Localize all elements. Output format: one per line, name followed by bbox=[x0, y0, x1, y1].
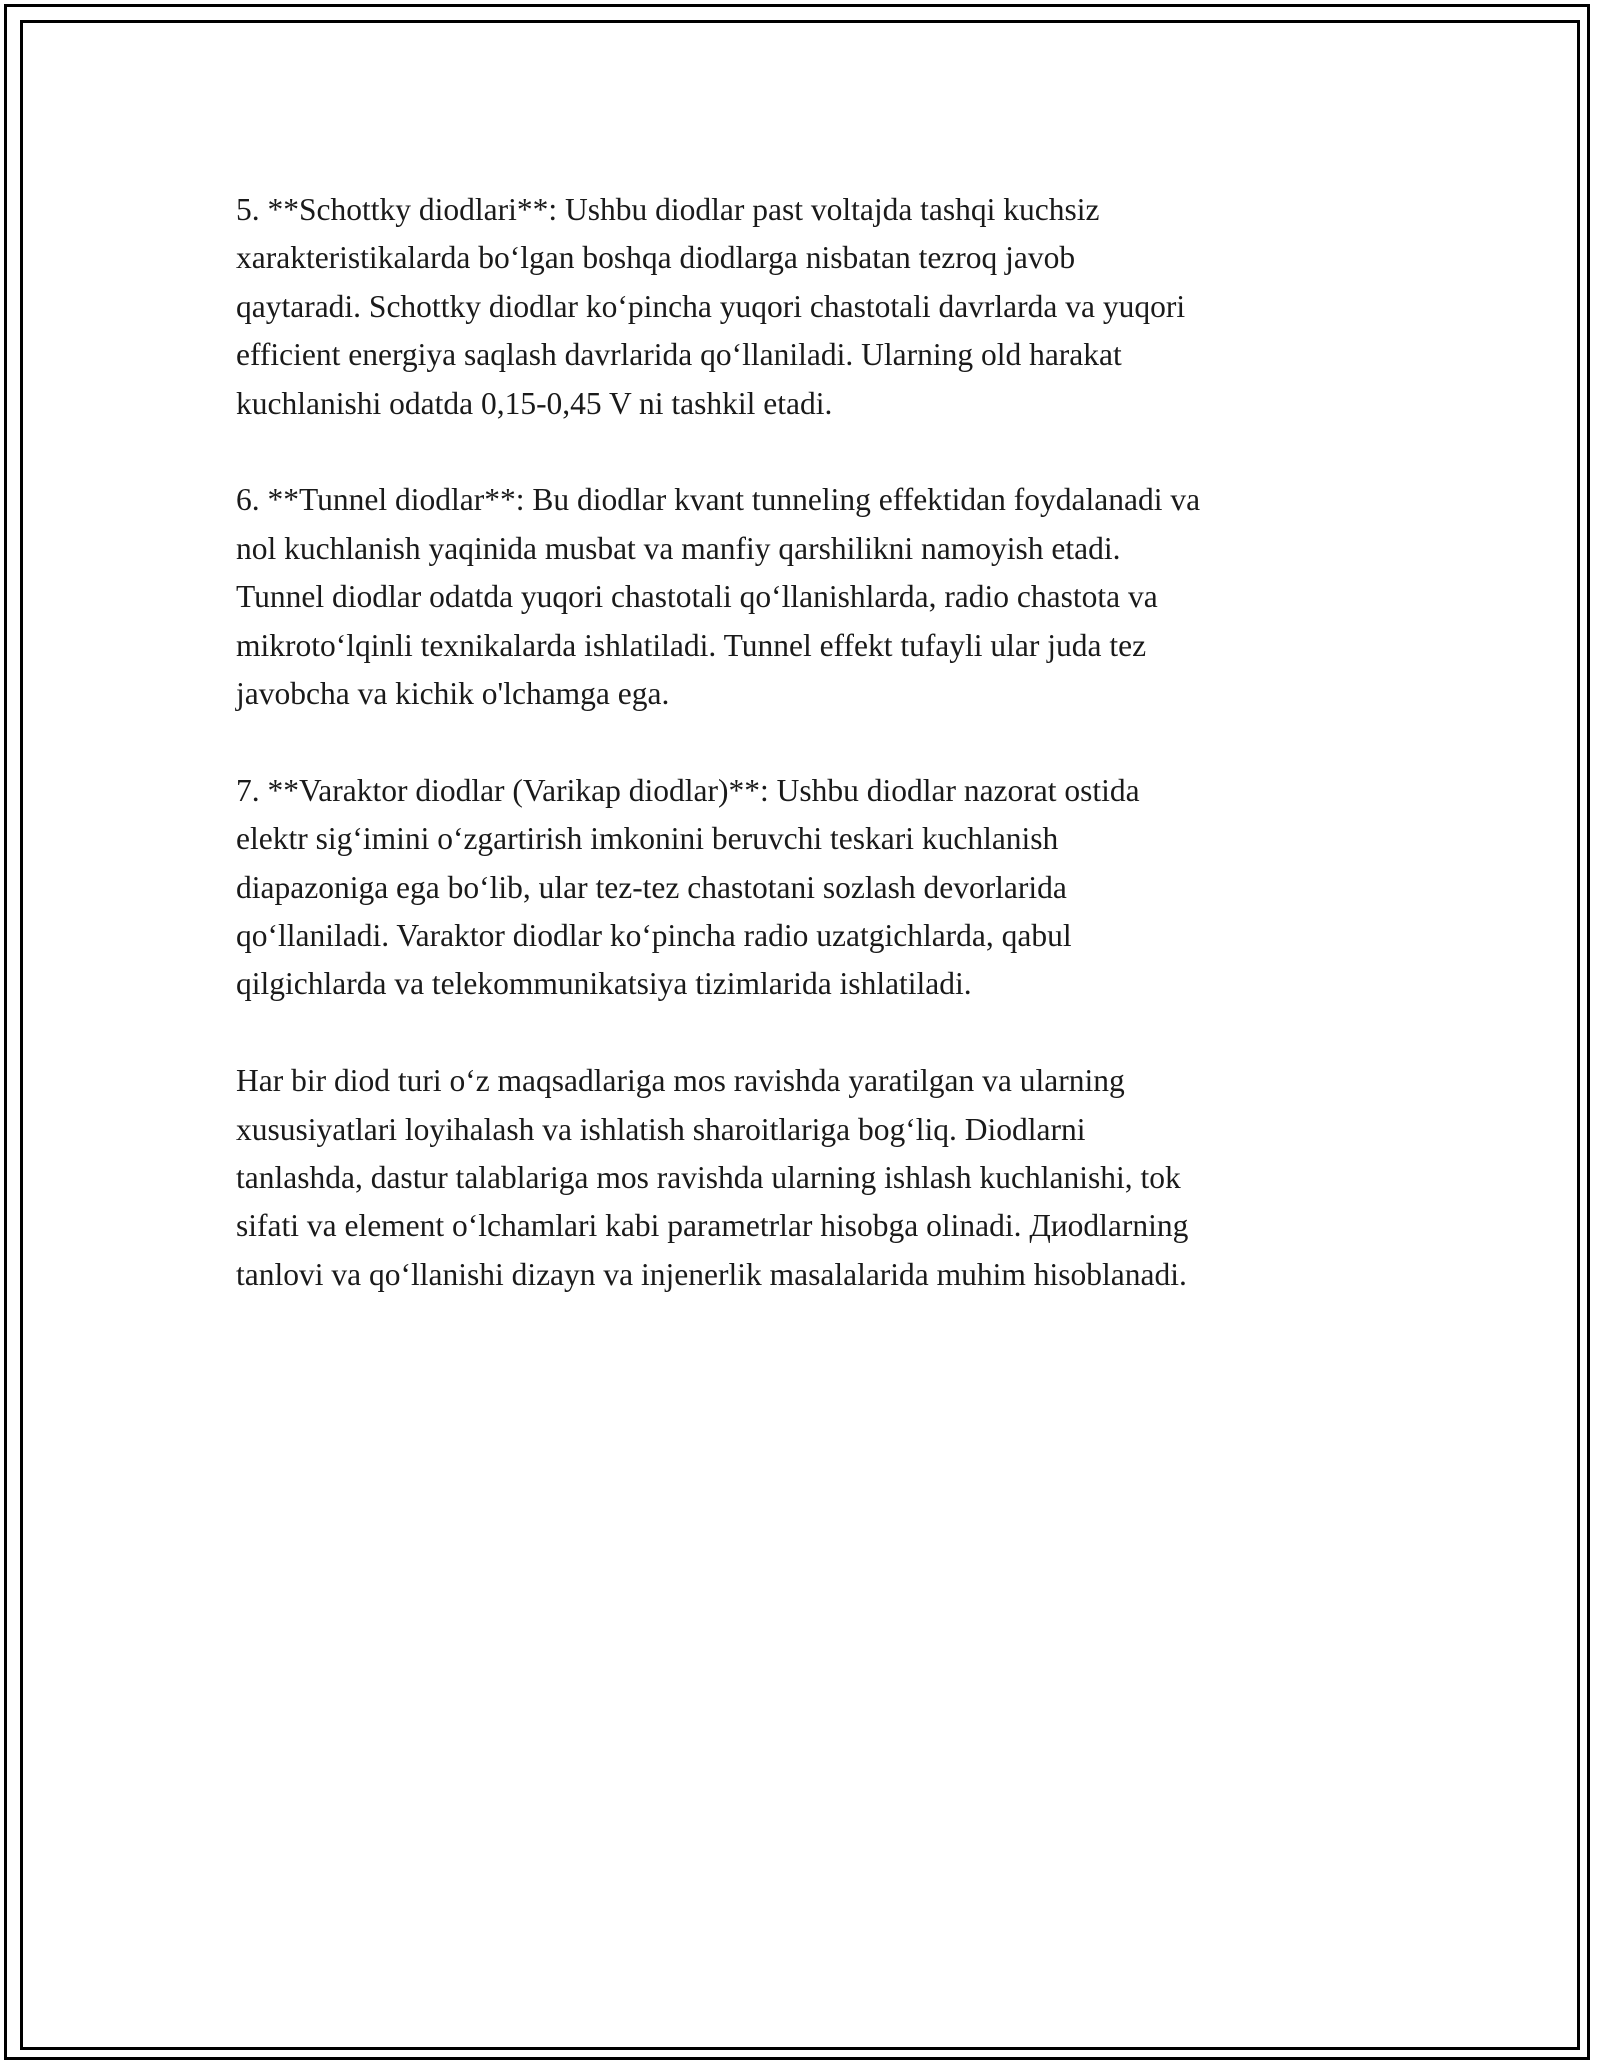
text-line: xarakteristikalarda bo‘lgan boshqa diodlarga nisbatan tezroq javob bbox=[236, 240, 1076, 276]
text-line: qo‘llaniladi. Varaktor diodlar ko‘pincha radio uzatgichlarda, qabul bbox=[236, 918, 1072, 954]
text-line: elektr sig‘imini o‘zgartirish imkonini beruvchi teskari kuchlanish bbox=[236, 821, 1059, 857]
text-line: efficient energiya saqlash davrlarida qo‘llaniladi. Ularning old harakat bbox=[236, 337, 1122, 373]
text-line: javobcha va kichik o'lchamga ega. bbox=[236, 676, 670, 712]
text-line: xususiyatlari loyihalash va ishlatish sharoitlariga bog‘liq. Diodlarni bbox=[236, 1111, 1086, 1147]
text-line: tanlashda, dastur talablariga mos ravishda ularning ishlash kuchlanishi, tok bbox=[236, 1160, 1181, 1196]
text-line: Tunnel diodlar odatda yuqori chastotali qo‘llanishlarda, radio chastota va bbox=[236, 579, 1158, 615]
text-line: qilgichlarda va telekommunikatsiya tizimlarida ishlatiladi. bbox=[236, 966, 972, 1002]
paragraph-varactor-diodes bbox=[236, 767, 1376, 1009]
text-line: tanlovi va qo‘llanishi dizayn va injenerlik masalalarida muhim hisoblanadi. bbox=[236, 1256, 1187, 1292]
document-body bbox=[236, 186, 1376, 1348]
text-line: Har bir diod turi o‘z maqsadlariga mos ravishda yaratilgan va ularning bbox=[236, 1063, 1125, 1099]
text-line: nol kuchlanish yaqinida musbat va manfiy qarshilikni namoyish etadi. bbox=[236, 530, 1121, 566]
text-line: mikroto‘lqinli texnikalarda ishlatiladi. Tunnel effekt tufayli ular juda tez bbox=[236, 627, 1147, 663]
text-line: diapazoniga ega bo‘lib, ular tez-tez chastotani sozlash devorlarida bbox=[236, 869, 1067, 905]
text-line: 5. **Schottky diodlari**: Ushbu diodlar past voltajda tashqi kuchsiz bbox=[236, 192, 1100, 227]
text-line: 7. **Varaktor diodlar (Varikap diodlar)**: Ushbu diodlar nazorat ostida bbox=[236, 772, 1140, 808]
text-line: sifati va element o‘lchamlari kabi parametrlar hisobga olinadi. Диodlarning bbox=[236, 1208, 1189, 1244]
paragraph-conclusion bbox=[236, 1057, 1376, 1299]
text-line: kuchlanishi odatda 0,15-0,45 V ni tashkil etadi. bbox=[236, 385, 833, 421]
text-line: qaytaradi. Schottky diodlar ko‘pincha yuqori chastotali davrlarda va yuqori bbox=[236, 288, 1186, 324]
paragraph-tunnel-diodes bbox=[236, 476, 1376, 718]
text-line: 6. **Tunnel diodlar**: Bu diodlar kvant tunneling effektidan foydalanadi va bbox=[236, 482, 1201, 518]
paragraph-schottky-diodes bbox=[236, 186, 1376, 428]
